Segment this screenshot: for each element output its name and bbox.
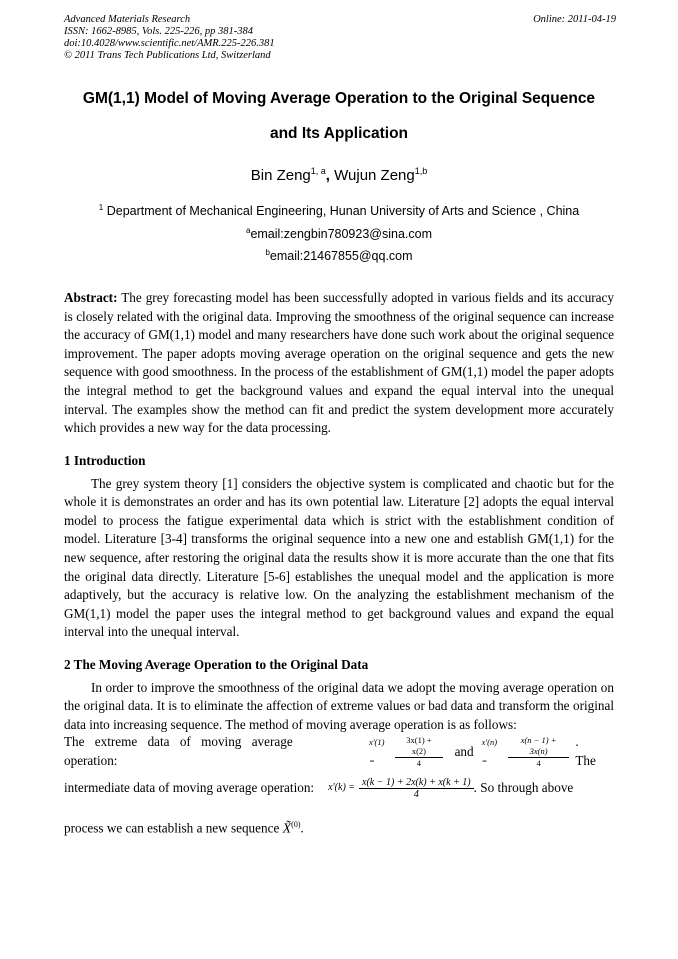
section-1-heading: 1 Introduction [64, 453, 146, 468]
eq3-numerator: x(k − 1) + 2x(k) + x(k + 1) [359, 777, 474, 789]
eq1-fraction [395, 735, 442, 769]
eq1-numerator: 3x(1) + x(2) [395, 735, 442, 758]
journal-name: Advanced Materials Research [64, 14, 191, 25]
affiliation [40, 203, 638, 218]
author-separator: , [325, 167, 335, 184]
paper-title-line1: GM(1,1) Model of Moving Average Operation to the Original Sequence [82, 90, 596, 107]
author-2-sup: 1,b [414, 166, 428, 176]
extreme-label: The extreme data of moving average operation: [64, 734, 293, 768]
abstract-label: Abstract: [64, 290, 118, 305]
intermediate-label: intermediate data of moving average operation: [64, 779, 315, 795]
section-2-heading: 2 The Moving Average Operation to the Original Data [64, 657, 369, 672]
sequence-symbol-sup: (0) [291, 820, 301, 829]
copyright-line: © 2011 Trans Tech Publications Ltd, Switzerland [64, 50, 271, 61]
eq1-lhs: x'(1) = [368, 737, 385, 766]
email-a-text: email:zengbin780923@sina.com [250, 227, 432, 242]
sequence-line [64, 816, 614, 839]
affiliation-text: Department of Mechanical Engineering, Hunan University of Arts and Science , China [103, 204, 580, 219]
section-1 [64, 452, 614, 642]
doi-line: doi:10.4028/www.scientific.net/AMR.225-226.381 [64, 38, 275, 49]
sequence-symbol: X̃ [282, 821, 292, 837]
so-through-text: . So through above [473, 779, 574, 795]
issn-line: ISSN: 1662-8985, Vols. 225-226, pp 381-384 [64, 26, 253, 37]
eq3-lhs: x'(k) = [328, 781, 356, 793]
email-b [40, 248, 638, 263]
paper-title-line2: and Its Application [269, 125, 409, 142]
eq3-denominator: 4 [413, 788, 419, 800]
eq2-fraction [508, 735, 570, 769]
and-word: and [454, 743, 474, 759]
eq3-fraction [359, 777, 474, 800]
email-b-sup: b [265, 248, 270, 257]
abstract [64, 289, 614, 438]
author-1: Bin Zeng [250, 167, 311, 184]
section-2-text: In order to improve the smoothness of the original data we adopt the moving average operation on the original data. It is to eliminate the affection of extreme values or bad data and transform the original data into increasing sequence. The method of moving average operation is as follows: [64, 679, 614, 732]
eq2-lhs: x'(n) = [481, 737, 498, 766]
author-1-sup: 1, a [310, 166, 326, 176]
email-b-text: email:21467855@qq.com [269, 249, 413, 264]
sequence-period: . [300, 820, 304, 836]
email-a [40, 226, 638, 241]
process-text: process we can establish a new sequence [64, 820, 280, 836]
eq1-denominator: 4 [416, 758, 422, 768]
online-date: Online: 2011-04-19 [533, 14, 616, 25]
affiliation-sup: 1 [98, 203, 104, 212]
eq2-denominator: 4 [536, 758, 541, 768]
author-list [40, 166, 638, 184]
eq2-numerator: x(n − 1) + 3x(n) [508, 735, 570, 758]
section-2 [64, 656, 614, 734]
equation-line-1 [64, 734, 614, 768]
journal-header [64, 14, 275, 62]
email-a-sup: a [245, 226, 251, 235]
abstract-text: The grey forecasting model has been successfully adopted in various fields and its accuracy is closely related with the original data. Improving the smoothness of the original sequence can increase the accuracy of GM(1,1) model and many researchers have done such work about the original sequence improvement. The paper adopts moving average operation on the original sequence and gets the new sequence with good smoothness. In the process of the establishment of GM(1,1) model the paper adopts the integral method to get the background values and expand the equal interval into the unequal interval. The examples show the method can fit and predict the system development more accurately which provides a new way for the data processing. [64, 290, 614, 436]
the-word: . The [575, 734, 596, 768]
section-1-text: The grey system theory [1] considers the objective system is complicated and chaotic but for the whole it is demonstrates an order and has its own potential law. Literature [2] adopts the equal interval model to process the fatigue experimental data which is strict with the establishment condition of model. Literature [3-4] transforms the original sequence into a new one and establish GM(1,1) for the new sequence, after restoring the original data the results show it is more accurate than the one that fits the original data directly. Literature [5-6] establishes the unequal model and the application is more adaptively, but the accuracy is relative low. On the analyzing the establishment mechanism of the GM(1,1) model the paper uses the integral method to get background values and expand the equal interval into the unequal interval. [64, 475, 614, 640]
author-2: Wujun Zeng [334, 167, 415, 184]
equation-line-2 [64, 771, 614, 805]
